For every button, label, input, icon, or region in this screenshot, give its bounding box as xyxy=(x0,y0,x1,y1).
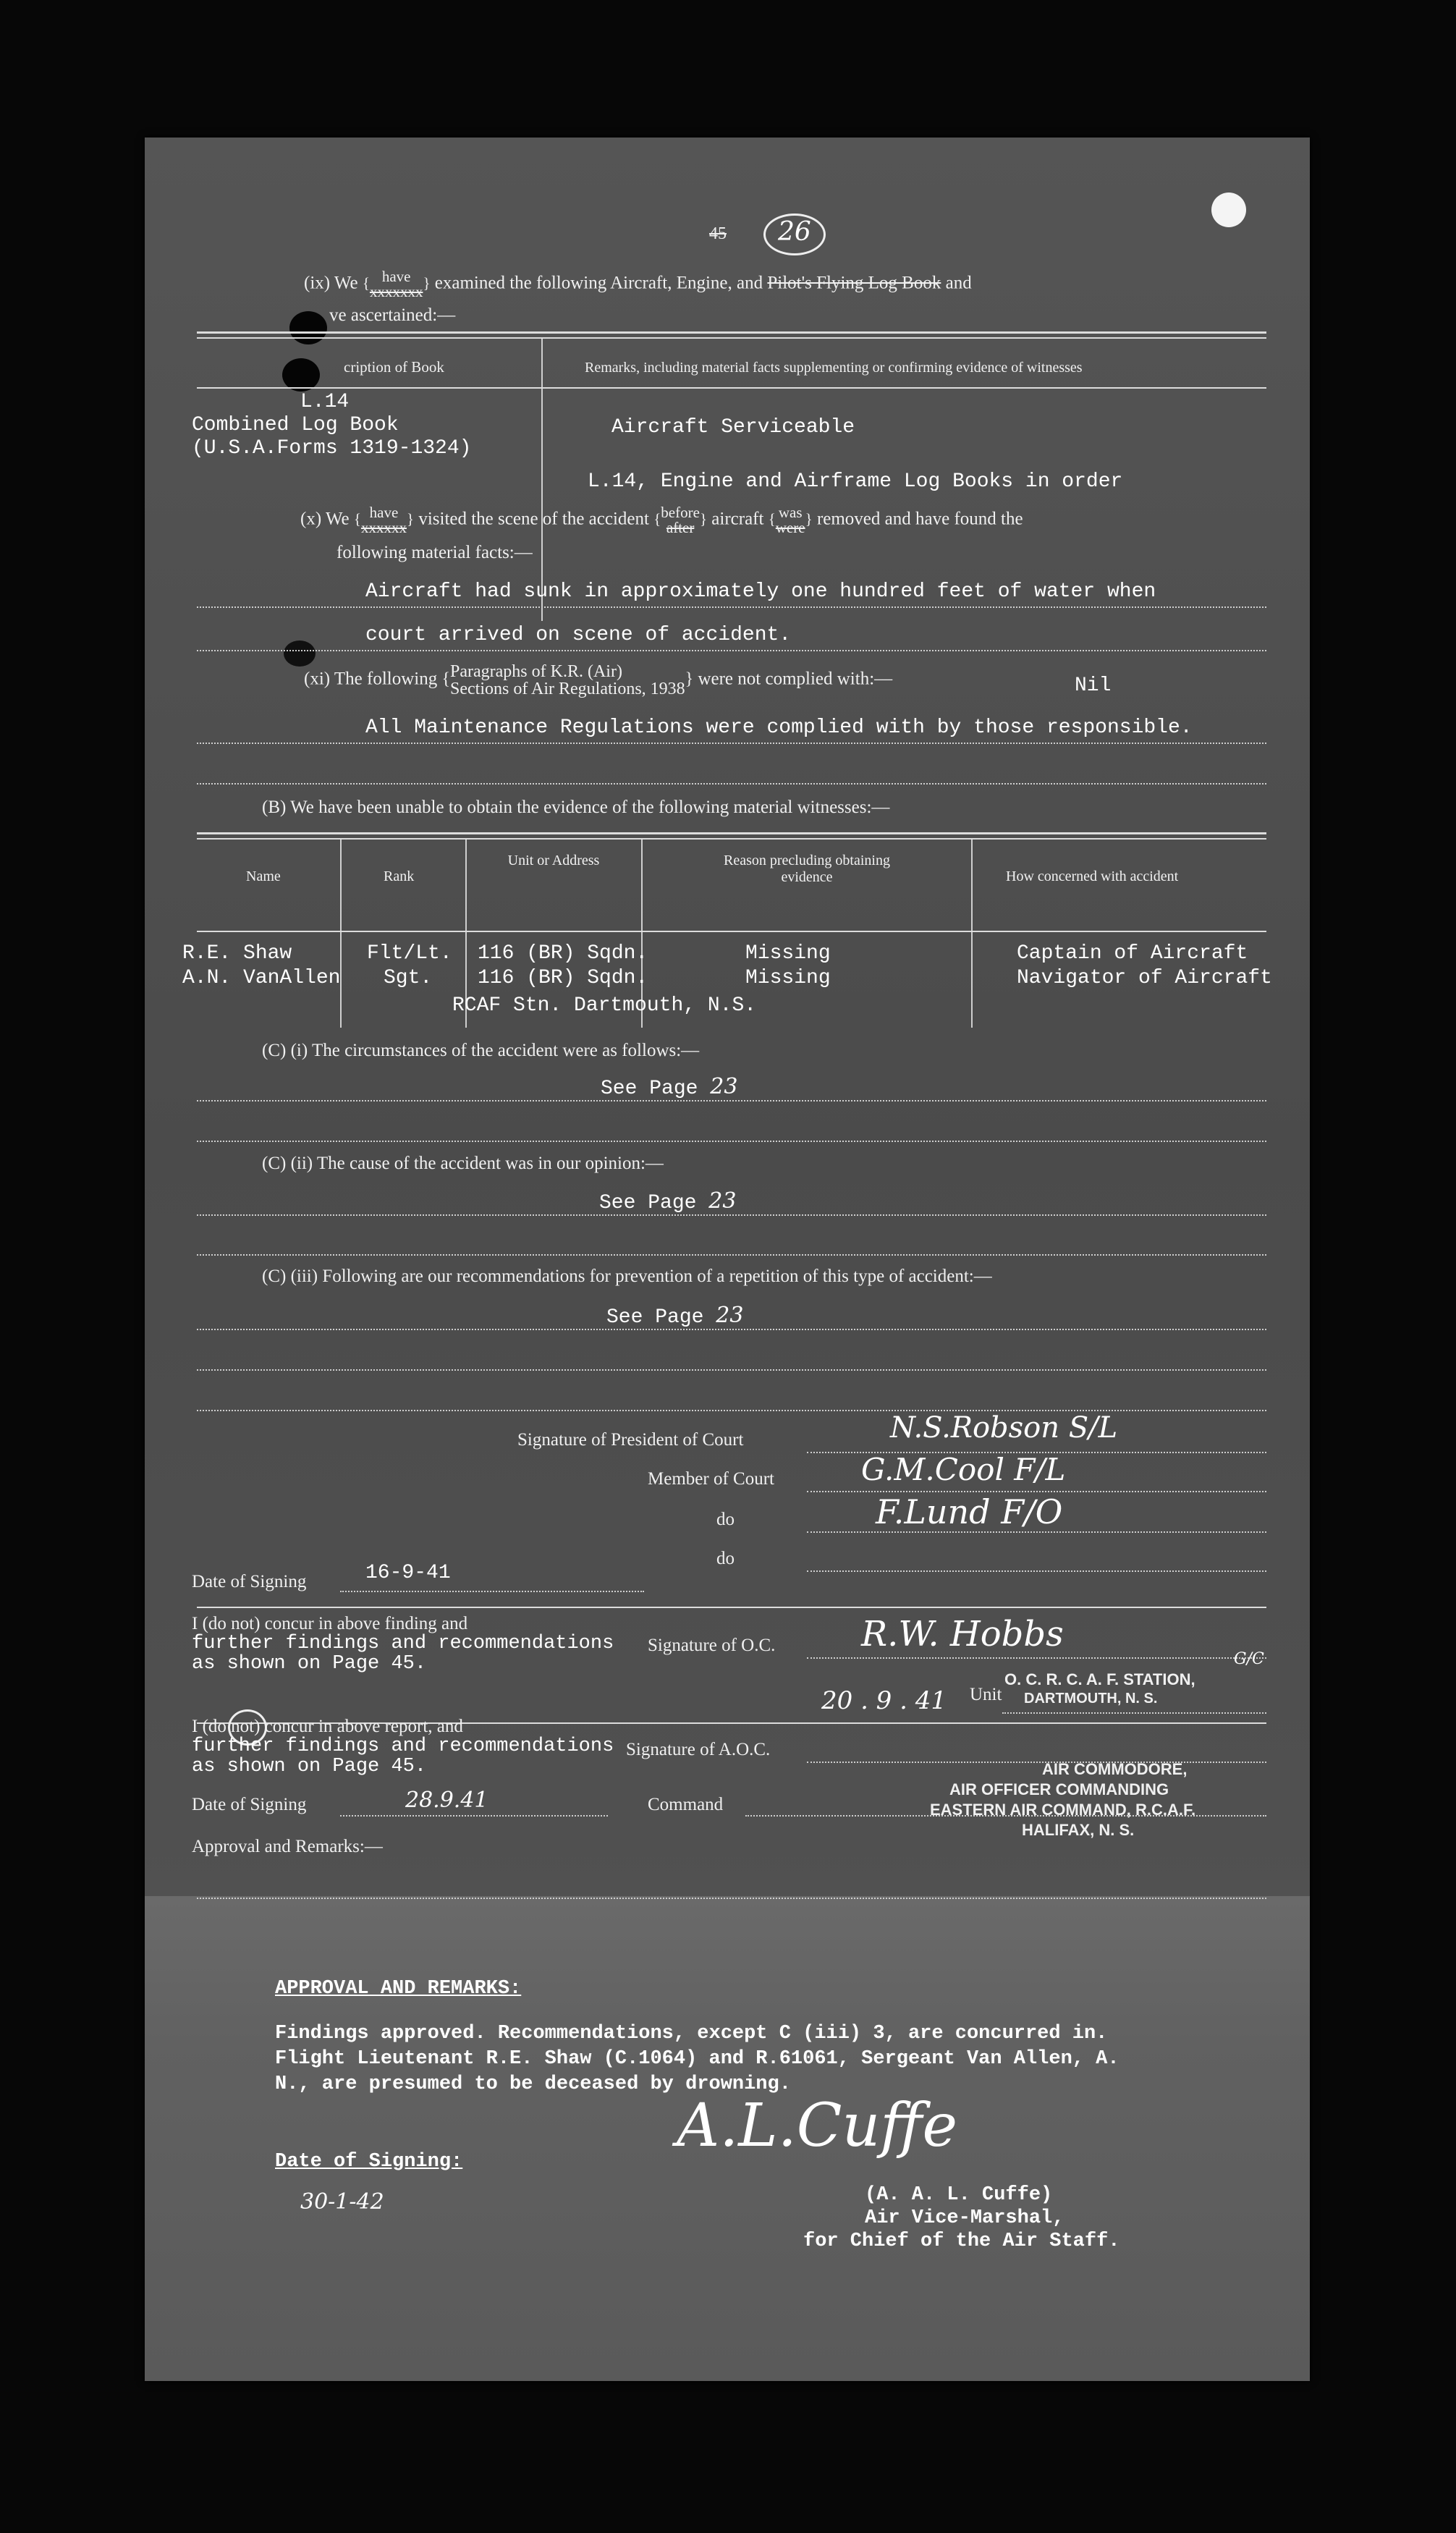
approval-signature: A.L.Cuffe xyxy=(677,2092,957,2160)
fill-line xyxy=(197,606,1266,608)
oc-concur: I (do not) concur in above finding and xyxy=(192,1614,468,1633)
do2-label: do xyxy=(716,1549,735,1568)
signature-line xyxy=(807,1570,1266,1572)
book-entry-line3: (U.S.A.Forms 1319-1324) xyxy=(192,437,472,460)
x-brace1-top: have xyxy=(369,504,399,521)
x-brace2-top: before xyxy=(661,504,700,521)
c1-page-ref: 23 xyxy=(710,1074,738,1099)
x-brace1: { have xxxxxx } xyxy=(353,504,415,536)
aoc-line2: further findings and recommendations xyxy=(192,1735,614,1757)
b-row1-rank: Flt/Lt. xyxy=(367,942,452,965)
b-row1-reason: Missing xyxy=(745,942,831,965)
x-end: removed and have found the xyxy=(816,509,1023,529)
ix-brace: { have xxxxxxx } xyxy=(362,268,431,300)
section-ix-line2: ve ascertained:— xyxy=(329,305,456,325)
oc-stamp-line1: O. C. R. C. A. F. STATION, xyxy=(1004,1670,1195,1688)
book-remark1: Aircraft Serviceable xyxy=(611,416,855,439)
xi-value: Nil xyxy=(1075,675,1112,697)
punch-hole xyxy=(1211,193,1246,227)
oc-line2: further findings and recommendations xyxy=(192,1633,614,1654)
book-col2-header: Remarks, including material facts supplementing or confirming evidence of witnesses xyxy=(585,360,1083,376)
document-page xyxy=(145,138,1310,2381)
fill-line xyxy=(197,1100,1266,1101)
section-x-line1 xyxy=(300,505,1023,536)
x-mid1: visited the scene of the accident xyxy=(418,509,649,529)
table-rule xyxy=(197,337,1266,339)
aoc-stamp-line1: AIR COMMODORE, xyxy=(1042,1760,1188,1778)
section-ix-line1 xyxy=(304,269,972,300)
table-divider xyxy=(971,840,973,1028)
x-intro: (x) We xyxy=(300,509,350,529)
book-entry-line1: L.14 xyxy=(300,391,350,413)
fill-line xyxy=(197,743,1266,744)
aoc-date-value: 28.9.41 xyxy=(405,1788,488,1813)
oc-stamp-line2: DARTMOUTH, N. S. xyxy=(1024,1691,1158,1707)
b-header-rank: Rank xyxy=(384,868,415,884)
approval-date-value: 30-1-42 xyxy=(300,2189,384,2215)
oc-sig-suffix: G/C xyxy=(1234,1650,1264,1668)
aoc-approval-label: Approval and Remarks:— xyxy=(192,1837,383,1856)
date-value: 16-9-41 xyxy=(365,1562,451,1584)
command-line xyxy=(745,1815,1266,1817)
table-rule xyxy=(197,331,1266,334)
fill-line xyxy=(197,1141,1266,1142)
member-label: Member of Court xyxy=(648,1469,774,1489)
book-entry-line2: Combined Log Book xyxy=(192,414,399,436)
oc-signature: R.W. Hobbs xyxy=(861,1614,1064,1654)
x-mid2: aircraft xyxy=(711,509,764,529)
aoc-stamp-line2: AIR OFFICER COMMANDING xyxy=(949,1780,1169,1798)
president-signature: N.S.Robson S/L xyxy=(890,1411,1118,1445)
c3-page-ref: 23 xyxy=(716,1303,744,1328)
ix-brace-bottom: xxxxxxx xyxy=(369,283,423,300)
c3-label: (C) (iii) Following are our recommendations for prevention of a repetition of this type of accident:— xyxy=(262,1266,992,1286)
signature-line xyxy=(807,1531,1266,1533)
president-label: Signature of President of Court xyxy=(517,1430,744,1450)
x-fact2: court arrived on scene of accident. xyxy=(365,624,792,646)
date-line xyxy=(340,1591,644,1592)
aoc-date-label: Date of Signing xyxy=(192,1795,307,1814)
approval-rank: Air Vice-Marshal, xyxy=(865,2207,1065,2229)
book-col1-header: cription of Book xyxy=(344,358,444,376)
b-row1-name: R.E. Shaw xyxy=(182,942,292,965)
c3-see-page: See Page xyxy=(606,1306,704,1329)
c3-value xyxy=(606,1303,743,1329)
section-xi-line1 xyxy=(304,663,892,698)
ix-end: and xyxy=(945,273,972,293)
section-x-line2: following material facts:— xyxy=(337,543,533,562)
x-brace2-bottom: after xyxy=(666,519,695,536)
ix-intro: (ix) We xyxy=(304,273,358,293)
b-header-unit: Unit or Address xyxy=(507,853,600,868)
section-b-heading: (B) We have been unable to obtain the evidence of the following material witnesses:— xyxy=(262,798,890,817)
approval-role: for Chief of the Air Staff. xyxy=(803,2230,1120,2252)
b-header-name: Name xyxy=(246,868,281,884)
c1-see-page: See Page xyxy=(601,1078,698,1100)
aoc-concur: I (do not) concur in above report, and xyxy=(192,1717,463,1736)
b-row2-rank: Sgt. xyxy=(384,967,433,989)
oc-unit-label: Unit xyxy=(970,1685,1002,1704)
xi-brace-top: Paragraphs of K.R. (Air) xyxy=(450,662,622,681)
aoc-stamp-line3: EASTERN AIR COMMAND, R.C.A.F. xyxy=(930,1801,1196,1819)
struck-page-number: 45 xyxy=(709,224,727,243)
xi-brace-bottom: Sections of Air Regulations, 1938 xyxy=(450,680,685,698)
table-rule xyxy=(197,832,1266,834)
ix-brace-top: have xyxy=(381,268,411,285)
table-divider xyxy=(541,339,543,621)
c1-label: (C) (i) The circumstances of the accident were as follows:— xyxy=(262,1041,700,1060)
aoc-command-label: Command xyxy=(648,1795,724,1814)
c2-label: (C) (ii) The cause of the accident was in our opinion:— xyxy=(262,1154,664,1173)
approval-date-label: Date of Signing: xyxy=(275,2151,463,2173)
b-header-how: How concerned with accident xyxy=(1006,868,1179,884)
table-divider xyxy=(340,840,342,1028)
b-row1-how: Captain of Aircraft xyxy=(1017,942,1248,965)
date-line xyxy=(340,1815,608,1817)
table-rule xyxy=(197,838,1266,840)
ix-mid: examined the following Aircraft, Engine, and xyxy=(434,273,763,293)
xi-brace: { Paragraphs of K.R. (Air) Sections of Air Regulations, 1938 } xyxy=(441,662,694,698)
signature-line xyxy=(807,1657,1266,1659)
b-row1-unit: 116 (BR) Sqdn. xyxy=(478,942,648,965)
fill-line xyxy=(197,1329,1266,1330)
xi-end: were not complied with:— xyxy=(698,669,893,689)
approval-heading: APPROVAL AND REMARKS: xyxy=(275,1978,522,2000)
c2-value xyxy=(599,1188,736,1214)
section-rule xyxy=(197,1607,1266,1608)
fill-line xyxy=(197,1898,1266,1899)
x-brace3: { was were } xyxy=(768,504,813,536)
oc-date-written: 20 . 9 . 41 xyxy=(821,1686,947,1715)
fill-line xyxy=(197,1254,1266,1256)
table-rule xyxy=(197,931,1266,932)
x-fact1: Aircraft had sunk in approximately one hundred feet of water when xyxy=(365,580,1156,603)
fill-line xyxy=(197,1369,1266,1371)
approval-line1: Findings approved. Recommendations, except C (iii) 3, are concurred in. xyxy=(275,2023,1108,2044)
aoc-stamp-line4: HALIFAX, N. S. xyxy=(1022,1821,1135,1839)
tear-mark xyxy=(289,311,327,344)
fill-line xyxy=(197,650,1266,651)
do1-signature: F.Lund F/O xyxy=(876,1492,1063,1531)
c2-page-ref: 23 xyxy=(708,1188,737,1214)
c1-value xyxy=(601,1074,737,1100)
oc-sig-label: Signature of O.C. xyxy=(648,1636,776,1655)
fill-line xyxy=(197,783,1266,785)
b-row2-reason: Missing xyxy=(745,967,831,989)
approval-name: (A. A. L. Cuffe) xyxy=(865,2184,1053,2206)
b-row2-unit: 116 (BR) Sqdn. xyxy=(478,967,648,989)
oc-line3: as shown on Page 45. xyxy=(192,1653,427,1675)
x-brace3-top: was xyxy=(778,504,803,521)
signature-line xyxy=(807,1762,1266,1763)
member-signature: G.M.Cool F/L xyxy=(861,1452,1066,1487)
b-row2-how: Navigator of Aircraft xyxy=(1017,967,1272,989)
ix-struck-text: Pilot's Flying Log Book xyxy=(767,273,941,293)
approval-line2: Flight Lieutenant R.E. Shaw (C.1064) and R.61061, Sergeant Van Allen, A. xyxy=(275,2048,1119,2070)
b-row2-name: A.N. VanAllen xyxy=(182,967,341,989)
date-label: Date of Signing xyxy=(192,1572,307,1591)
x-brace2: { before after } xyxy=(653,504,708,536)
aoc-sig-label: Signature of A.O.C. xyxy=(626,1740,771,1759)
table-rule xyxy=(197,387,1266,389)
do1-label: do xyxy=(716,1510,735,1529)
aoc-line3: as shown on Page 45. xyxy=(192,1756,427,1777)
xi-line2: All Maintenance Regulations were complied with by those responsible. xyxy=(365,716,1193,739)
b-header-reason: Reason precluding obtaining evidence xyxy=(724,853,890,885)
unit-line xyxy=(1002,1712,1266,1714)
fill-line xyxy=(197,1214,1266,1216)
x-brace3-bottom: were xyxy=(775,519,805,536)
c2-see-page: See Page xyxy=(599,1192,697,1214)
book-remark2: L.14, Engine and Airframe Log Books in order xyxy=(588,470,1123,493)
approval-line3: N., are presumed to be deceased by drowning. xyxy=(275,2073,791,2095)
page-number: 26 xyxy=(778,217,811,247)
x-brace1-bottom: xxxxxx xyxy=(360,519,407,536)
xi-intro: (xi) The following xyxy=(304,669,438,689)
b-station: RCAF Stn. Dartmouth, N.S. xyxy=(452,994,757,1017)
